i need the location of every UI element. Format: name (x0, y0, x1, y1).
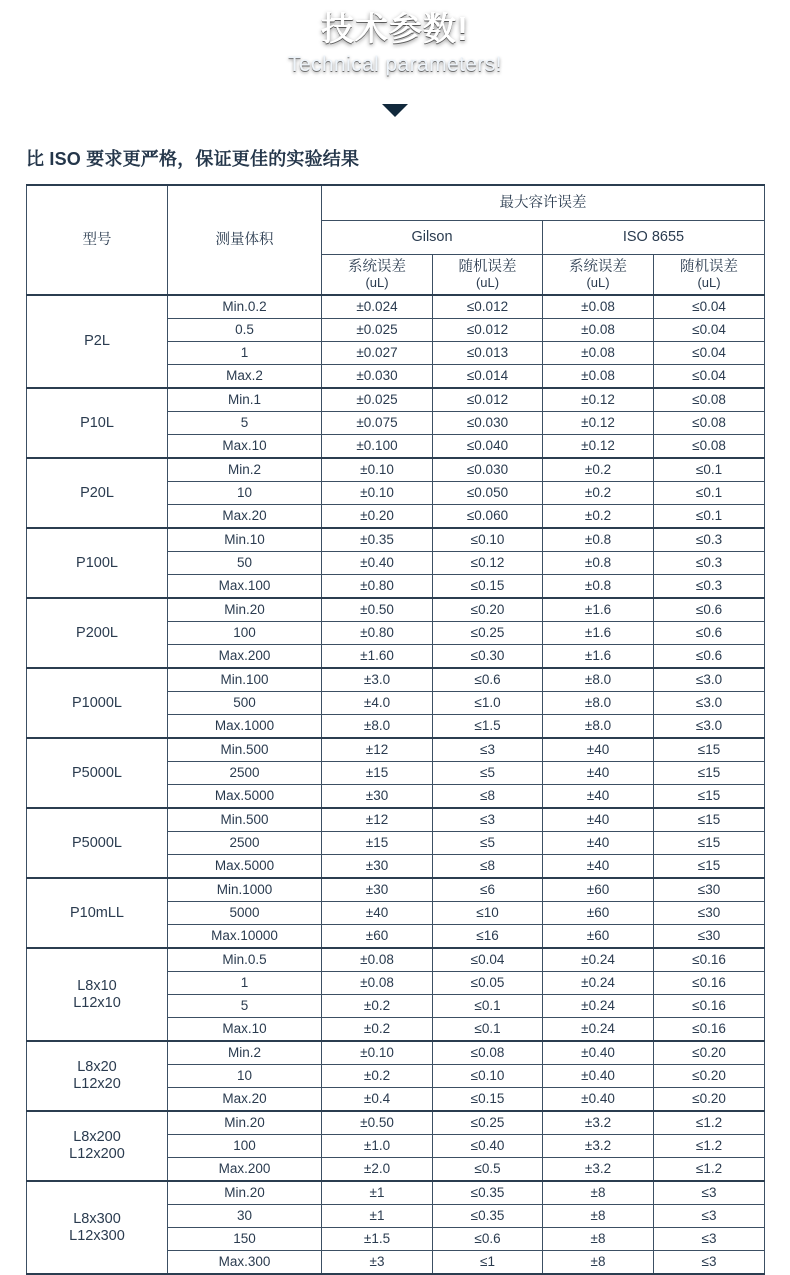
cell-gilson-systematic: ±0.025 (322, 319, 433, 342)
cell-gilson-systematic: ±12 (322, 738, 433, 762)
cell-volume: 500 (168, 692, 322, 715)
cell-gilson-random: ≤0.012 (433, 319, 543, 342)
cell-iso-systematic: ±0.8 (543, 528, 654, 552)
table-row (27, 388, 765, 412)
cell-gilson-systematic: ±0.08 (322, 972, 433, 995)
column-header-iso-systematic (543, 255, 654, 296)
cell-gilson-random: ≤0.40 (433, 1135, 543, 1158)
cell-gilson-random: ≤0.35 (433, 1181, 543, 1205)
cell-volume: Max.200 (168, 1158, 322, 1182)
cell-iso-systematic: ±3.2 (543, 1111, 654, 1135)
cell-iso-random: ≤0.16 (654, 995, 765, 1018)
cell-gilson-random: ≤1.5 (433, 715, 543, 739)
cell-model: P5000L (27, 808, 168, 878)
cell-iso-random: ≤3 (654, 1205, 765, 1228)
cell-gilson-systematic: ±0.027 (322, 342, 433, 365)
cell-gilson-systematic: ±0.075 (322, 412, 433, 435)
cell-gilson-random: ≤0.08 (433, 1041, 543, 1065)
cell-model: P100L (27, 528, 168, 598)
cell-iso-systematic: ±8 (543, 1251, 654, 1275)
cell-volume: Max.10 (168, 1018, 322, 1042)
cell-iso-systematic: ±0.24 (543, 1018, 654, 1042)
cell-iso-random: ≤0.08 (654, 412, 765, 435)
cell-volume: Max.5000 (168, 855, 322, 879)
cell-gilson-random: ≤5 (433, 832, 543, 855)
cell-gilson-random: ≤0.040 (433, 435, 543, 459)
cell-gilson-random: ≤5 (433, 762, 543, 785)
cell-iso-random: ≤3.0 (654, 668, 765, 692)
cell-iso-random: ≤0.08 (654, 388, 765, 412)
section-heading: 比 ISO 要求更严格，保证更佳的实验结果 (26, 149, 360, 169)
cell-gilson-systematic: ±0.2 (322, 1018, 433, 1042)
cell-gilson-random: ≤0.014 (433, 365, 543, 389)
cell-model: P20L (27, 458, 168, 528)
cell-gilson-random: ≤10 (433, 902, 543, 925)
cell-gilson-systematic: ±1 (322, 1181, 433, 1205)
cell-gilson-systematic: ±1 (322, 1205, 433, 1228)
column-header-model: 型号 (27, 185, 168, 295)
banner-title: 技术参数! (321, 10, 469, 47)
cell-iso-random: ≤15 (654, 762, 765, 785)
cell-iso-random: ≤0.08 (654, 435, 765, 459)
cell-iso-systematic: ±0.08 (543, 319, 654, 342)
cell-iso-systematic: ±0.40 (543, 1088, 654, 1112)
cell-gilson-random: ≤0.030 (433, 458, 543, 482)
cell-volume: 50 (168, 552, 322, 575)
cell-volume: 10 (168, 482, 322, 505)
cell-iso-random: ≤0.3 (654, 528, 765, 552)
cell-gilson-random: ≤0.10 (433, 528, 543, 552)
column-header-gilson-systematic (322, 255, 433, 296)
cell-volume: 2500 (168, 832, 322, 855)
cell-iso-random: ≤0.1 (654, 505, 765, 529)
cell-iso-random: ≤3 (654, 1251, 765, 1275)
cell-iso-random: ≤0.16 (654, 948, 765, 972)
cell-iso-systematic: ±0.24 (543, 948, 654, 972)
cell-gilson-systematic: ±1.0 (322, 1135, 433, 1158)
cell-gilson-random: ≤0.20 (433, 598, 543, 622)
cell-gilson-random: ≤16 (433, 925, 543, 949)
column-header-gilson-random (433, 255, 543, 296)
header-row-1 (27, 185, 765, 221)
cell-iso-random: ≤0.1 (654, 482, 765, 505)
cell-volume: Min.500 (168, 738, 322, 762)
cell-gilson-systematic: ±0.024 (322, 295, 433, 319)
label-random-error: 随机误差 (458, 258, 517, 275)
cell-volume: Max.200 (168, 645, 322, 669)
cell-volume: 5 (168, 995, 322, 1018)
cell-volume: Min.20 (168, 1111, 322, 1135)
cell-volume: 5 (168, 412, 322, 435)
cell-gilson-systematic: ±40 (322, 902, 433, 925)
cell-gilson-systematic: ±15 (322, 762, 433, 785)
banner-arrow-icon (382, 104, 408, 117)
cell-gilson-systematic: ±1.5 (322, 1228, 433, 1251)
label-unit: (uL) (365, 275, 389, 291)
cell-iso-systematic: ±1.6 (543, 598, 654, 622)
table-row (27, 1111, 765, 1135)
cell-gilson-random: ≤0.030 (433, 412, 543, 435)
label-unit: (uL) (697, 275, 721, 291)
cell-iso-systematic: ±3.2 (543, 1158, 654, 1182)
cell-gilson-random: ≤0.012 (433, 295, 543, 319)
cell-gilson-systematic: ±0.50 (322, 1111, 433, 1135)
cell-iso-systematic: ±0.2 (543, 505, 654, 529)
cell-iso-random: ≤3.0 (654, 715, 765, 739)
cell-gilson-random: ≤0.6 (433, 1228, 543, 1251)
cell-iso-systematic: ±0.8 (543, 552, 654, 575)
cell-iso-random: ≤30 (654, 878, 765, 902)
cell-volume: Max.5000 (168, 785, 322, 809)
cell-iso-random: ≤0.6 (654, 598, 765, 622)
table-row (27, 528, 765, 552)
cell-iso-systematic: ±0.24 (543, 972, 654, 995)
cell-iso-random: ≤0.6 (654, 645, 765, 669)
cell-gilson-random: ≤0.25 (433, 622, 543, 645)
page-banner (0, 0, 790, 104)
label-random-error: 随机误差 (680, 258, 738, 275)
cell-volume: 100 (168, 622, 322, 645)
cell-model: P10L (27, 388, 168, 458)
cell-volume: Min.2 (168, 1041, 322, 1065)
cell-gilson-systematic: ±0.030 (322, 365, 433, 389)
banner-subtitle: Technical parameters! (288, 52, 502, 76)
cell-model: P2L (27, 295, 168, 388)
cell-volume: 2500 (168, 762, 322, 785)
cell-iso-random: ≤0.04 (654, 342, 765, 365)
cell-gilson-systematic: ±30 (322, 878, 433, 902)
label-systematic-error: 系统误差 (348, 258, 406, 275)
cell-gilson-random: ≤0.6 (433, 668, 543, 692)
cell-iso-systematic: ±0.12 (543, 412, 654, 435)
cell-gilson-random: ≤0.013 (433, 342, 543, 365)
cell-iso-systematic: ±0.08 (543, 295, 654, 319)
cell-iso-systematic: ±60 (543, 878, 654, 902)
cell-iso-systematic: ±0.24 (543, 995, 654, 1018)
cell-iso-systematic: ±8.0 (543, 692, 654, 715)
cell-iso-systematic: ±0.08 (543, 365, 654, 389)
table-row (27, 668, 765, 692)
cell-gilson-systematic: ±0.2 (322, 1065, 433, 1088)
cell-gilson-random: ≤0.25 (433, 1111, 543, 1135)
cell-model: P5000L (27, 738, 168, 808)
cell-volume: Max.2 (168, 365, 322, 389)
cell-iso-systematic: ±0.12 (543, 388, 654, 412)
cell-model: L8x10 L12x10 (27, 948, 168, 1041)
cell-iso-random: ≤15 (654, 785, 765, 809)
column-header-volume: 测量体积 (168, 185, 322, 295)
cell-volume: 10 (168, 1065, 322, 1088)
cell-model: L8x200 L12x200 (27, 1111, 168, 1181)
cell-gilson-random: ≤0.1 (433, 1018, 543, 1042)
label-systematic-error: 系统误差 (569, 258, 627, 275)
cell-volume: Min.0.5 (168, 948, 322, 972)
cell-volume: 5000 (168, 902, 322, 925)
cell-volume: Max.20 (168, 505, 322, 529)
cell-gilson-random: ≤1.0 (433, 692, 543, 715)
cell-iso-random: ≤0.3 (654, 575, 765, 599)
cell-gilson-systematic: ±0.4 (322, 1088, 433, 1112)
cell-gilson-random: ≤3 (433, 738, 543, 762)
cell-gilson-systematic: ±0.10 (322, 482, 433, 505)
cell-gilson-systematic: ±0.2 (322, 995, 433, 1018)
cell-volume: Max.1000 (168, 715, 322, 739)
table-header (27, 185, 765, 295)
cell-model: L8x20 L12x20 (27, 1041, 168, 1111)
cell-iso-systematic: ±0.40 (543, 1065, 654, 1088)
cell-iso-systematic: ±40 (543, 785, 654, 809)
column-header-max-error: 最大容许误差 (322, 185, 765, 221)
cell-gilson-random: ≤0.050 (433, 482, 543, 505)
column-header-gilson: Gilson (322, 221, 543, 255)
cell-iso-random: ≤1.2 (654, 1158, 765, 1182)
cell-iso-systematic: ±8.0 (543, 715, 654, 739)
cell-gilson-systematic: ±2.0 (322, 1158, 433, 1182)
cell-gilson-systematic: ±3.0 (322, 668, 433, 692)
cell-gilson-random: ≤0.10 (433, 1065, 543, 1088)
cell-model: P10mLL (27, 878, 168, 948)
cell-model: P1000L (27, 668, 168, 738)
cell-volume: Min.20 (168, 598, 322, 622)
cell-iso-random: ≤1.2 (654, 1135, 765, 1158)
cell-iso-systematic: ±0.2 (543, 458, 654, 482)
cell-volume: Min.0.2 (168, 295, 322, 319)
cell-iso-systematic: ±8 (543, 1228, 654, 1251)
table-row (27, 1181, 765, 1205)
cell-gilson-random: ≤0.04 (433, 948, 543, 972)
cell-gilson-systematic: ±0.025 (322, 388, 433, 412)
cell-iso-random: ≤1.2 (654, 1111, 765, 1135)
cell-iso-random: ≤0.04 (654, 295, 765, 319)
cell-iso-random: ≤0.04 (654, 365, 765, 389)
cell-iso-random: ≤15 (654, 738, 765, 762)
cell-iso-random: ≤0.04 (654, 319, 765, 342)
technical-parameters-table (26, 184, 765, 1275)
cell-volume: Min.100 (168, 668, 322, 692)
cell-iso-systematic: ±1.6 (543, 622, 654, 645)
cell-gilson-random: ≤0.15 (433, 575, 543, 599)
cell-iso-systematic: ±1.6 (543, 645, 654, 669)
table-row (27, 1041, 765, 1065)
table-body (27, 295, 765, 1274)
cell-volume: Min.10 (168, 528, 322, 552)
cell-gilson-random: ≤6 (433, 878, 543, 902)
cell-iso-systematic: ±40 (543, 808, 654, 832)
label-unit: (uL) (475, 275, 500, 291)
cell-iso-systematic: ±40 (543, 762, 654, 785)
cell-gilson-random: ≤0.5 (433, 1158, 543, 1182)
cell-iso-random: ≤0.16 (654, 972, 765, 995)
cell-iso-random: ≤15 (654, 855, 765, 879)
cell-gilson-systematic: ±15 (322, 832, 433, 855)
cell-gilson-random: ≤0.05 (433, 972, 543, 995)
cell-iso-random: ≤0.16 (654, 1018, 765, 1042)
cell-iso-systematic: ±40 (543, 738, 654, 762)
cell-volume: Max.10000 (168, 925, 322, 949)
cell-iso-systematic: ±0.08 (543, 342, 654, 365)
cell-iso-random: ≤15 (654, 808, 765, 832)
cell-gilson-random: ≤0.30 (433, 645, 543, 669)
cell-gilson-systematic: ±8.0 (322, 715, 433, 739)
cell-gilson-random: ≤8 (433, 785, 543, 809)
label-unit: (uL) (586, 275, 610, 291)
cell-volume: Min.20 (168, 1181, 322, 1205)
cell-gilson-systematic: ±3 (322, 1251, 433, 1275)
column-header-iso8655: ISO 8655 (543, 221, 765, 255)
cell-volume: 100 (168, 1135, 322, 1158)
cell-gilson-systematic: ±0.08 (322, 948, 433, 972)
cell-volume: 30 (168, 1205, 322, 1228)
cell-iso-random: ≤30 (654, 902, 765, 925)
cell-iso-systematic: ±0.40 (543, 1041, 654, 1065)
cell-volume: Min.1 (168, 388, 322, 412)
cell-iso-random: ≤3 (654, 1228, 765, 1251)
cell-volume: Max.100 (168, 575, 322, 599)
cell-iso-systematic: ±40 (543, 832, 654, 855)
table-row (27, 738, 765, 762)
cell-volume: 1 (168, 342, 322, 365)
cell-gilson-random: ≤0.15 (433, 1088, 543, 1112)
cell-gilson-systematic: ±0.80 (322, 622, 433, 645)
cell-iso-random: ≤0.20 (654, 1065, 765, 1088)
table-row (27, 948, 765, 972)
cell-iso-systematic: ±60 (543, 925, 654, 949)
cell-volume: 1 (168, 972, 322, 995)
cell-gilson-random: ≤3 (433, 808, 543, 832)
cell-iso-random: ≤15 (654, 832, 765, 855)
cell-gilson-systematic: ±0.40 (322, 552, 433, 575)
cell-gilson-systematic: ±30 (322, 855, 433, 879)
cell-iso-systematic: ±8 (543, 1205, 654, 1228)
cell-iso-systematic: ±0.8 (543, 575, 654, 599)
cell-volume: Min.1000 (168, 878, 322, 902)
cell-iso-random: ≤0.20 (654, 1041, 765, 1065)
cell-iso-random: ≤0.20 (654, 1088, 765, 1112)
cell-volume: Max.10 (168, 435, 322, 459)
cell-model: L8x300 L12x300 (27, 1181, 168, 1274)
cell-gilson-systematic: ±0.35 (322, 528, 433, 552)
cell-volume: Min.500 (168, 808, 322, 832)
cell-iso-random: ≤0.6 (654, 622, 765, 645)
cell-gilson-systematic: ±60 (322, 925, 433, 949)
cell-model: P200L (27, 598, 168, 668)
table-row (27, 878, 765, 902)
cell-gilson-systematic: ±0.100 (322, 435, 433, 459)
cell-gilson-random: ≤0.12 (433, 552, 543, 575)
table-row (27, 458, 765, 482)
cell-volume: Max.300 (168, 1251, 322, 1275)
cell-iso-systematic: ±3.2 (543, 1135, 654, 1158)
cell-gilson-systematic: ±1.60 (322, 645, 433, 669)
cell-gilson-systematic: ±0.80 (322, 575, 433, 599)
cell-gilson-systematic: ±12 (322, 808, 433, 832)
cell-iso-random: ≤30 (654, 925, 765, 949)
cell-iso-systematic: ±40 (543, 855, 654, 879)
table-row (27, 808, 765, 832)
cell-iso-random: ≤0.1 (654, 458, 765, 482)
cell-iso-random: ≤3.0 (654, 692, 765, 715)
cell-gilson-systematic: ±0.50 (322, 598, 433, 622)
cell-iso-systematic: ±8 (543, 1181, 654, 1205)
cell-iso-systematic: ±8.0 (543, 668, 654, 692)
spec-table-container (26, 184, 764, 1275)
table-row (27, 598, 765, 622)
table-row (27, 295, 765, 319)
cell-iso-random: ≤0.3 (654, 552, 765, 575)
cell-volume: 0.5 (168, 319, 322, 342)
cell-gilson-random: ≤0.1 (433, 995, 543, 1018)
cell-gilson-systematic: ±30 (322, 785, 433, 809)
cell-gilson-random: ≤0.060 (433, 505, 543, 529)
banner-content (0, 0, 790, 104)
cell-gilson-systematic: ±0.10 (322, 458, 433, 482)
cell-volume: 150 (168, 1228, 322, 1251)
cell-iso-systematic: ±0.12 (543, 435, 654, 459)
cell-gilson-systematic: ±0.20 (322, 505, 433, 529)
cell-gilson-systematic: ±0.10 (322, 1041, 433, 1065)
cell-volume: Max.20 (168, 1088, 322, 1112)
cell-gilson-random: ≤0.35 (433, 1205, 543, 1228)
cell-volume: Min.2 (168, 458, 322, 482)
cell-gilson-random: ≤1 (433, 1251, 543, 1275)
cell-gilson-random: ≤8 (433, 855, 543, 879)
column-header-iso-random (654, 255, 765, 296)
cell-gilson-systematic: ±4.0 (322, 692, 433, 715)
cell-iso-systematic: ±60 (543, 902, 654, 925)
cell-gilson-random: ≤0.012 (433, 388, 543, 412)
cell-iso-systematic: ±0.2 (543, 482, 654, 505)
cell-iso-random: ≤3 (654, 1181, 765, 1205)
